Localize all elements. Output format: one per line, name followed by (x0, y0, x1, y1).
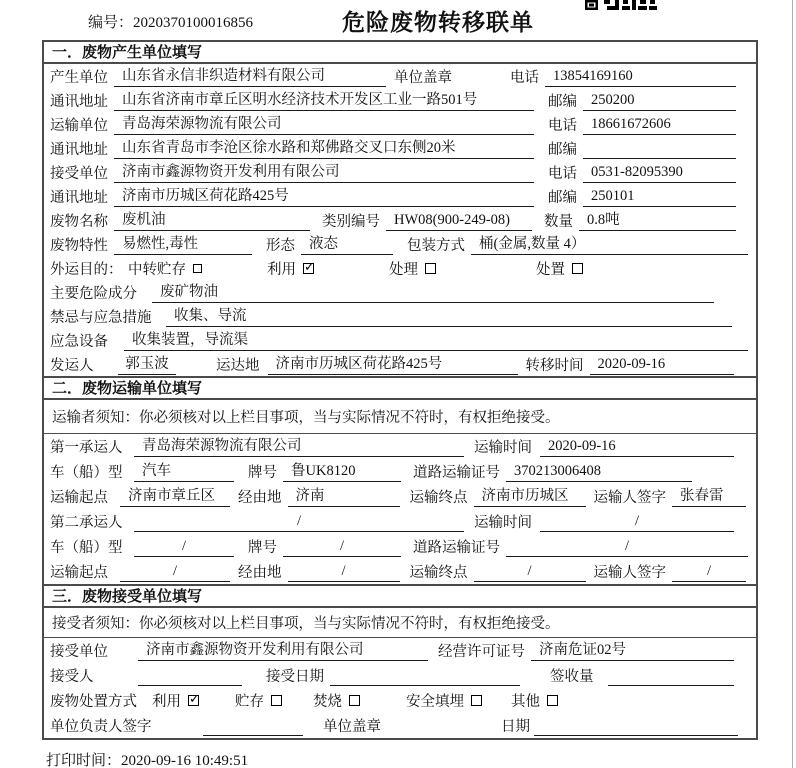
row-disposal-method (44, 688, 756, 713)
row-waste-name (44, 208, 756, 232)
row-vehicle1 (44, 459, 756, 484)
transfer-time-value: 2020-09-16 (590, 354, 735, 375)
category-value: HW08(900-249-08) (386, 210, 532, 231)
route-start-value: / (120, 561, 230, 582)
checkbox-icon (471, 695, 482, 706)
transporter-label: 运输单位 (50, 117, 108, 134)
transport-time-label: 运输时间 (474, 515, 532, 531)
vehicle-type-value: 汽车 (134, 461, 234, 482)
section2-title: 二．废物运输单位填写 (44, 378, 756, 400)
disposal-label: 废物处置方式 (50, 694, 137, 710)
carrier-sign-value: / (672, 561, 746, 582)
form-value: 液态 (301, 234, 393, 255)
route-start-value: 济南市章丘区 (120, 486, 230, 507)
route-via-label: 经由地 (238, 565, 282, 581)
row-receiving-unit (44, 638, 756, 663)
unit-seal-label: 单位盖章 (323, 719, 381, 735)
vehicle-type-label: 车（船）型 (50, 540, 123, 556)
row-hazard (44, 280, 756, 304)
road-permit-label: 道路运输证号 (413, 465, 500, 481)
row-producer-address (44, 88, 756, 112)
receiver-label: 接受单位 (50, 165, 108, 182)
equipment-value: 收集装置，导流渠 (124, 330, 748, 351)
transport-time-value: / (540, 511, 734, 532)
route-end-value: / (474, 561, 586, 582)
date-label: 日期 (501, 719, 530, 735)
accept-date-value (330, 665, 520, 686)
option-label: 其他 (511, 694, 540, 710)
plate-label: 牌号 (248, 540, 277, 556)
seal-label: 单位盖章 (394, 69, 452, 86)
row-receiver (44, 160, 756, 184)
license-value: 济南危证02号 (531, 640, 734, 661)
receiving-unit-label: 接受单位 (50, 644, 108, 660)
row-emergency-equipment (44, 328, 756, 352)
accept-date-label: 接受日期 (266, 669, 324, 685)
doc-number-value: 2020370100016856 (133, 15, 254, 31)
row-waste-property (44, 232, 756, 256)
date-value (534, 715, 738, 736)
destination-label: 运达地 (216, 357, 260, 374)
route-via-value: 济南 (288, 486, 400, 507)
route-end-label: 运输终点 (409, 565, 468, 581)
option-label: 处置 (536, 261, 565, 278)
license-label: 经营许可证号 (438, 644, 525, 660)
option-label: 安全填埋 (406, 694, 464, 710)
receiver-phone-value: 0531-82095390 (583, 162, 736, 183)
disposal-option (313, 690, 360, 711)
row-acceptance (44, 663, 756, 688)
row-transporter (44, 112, 756, 136)
hazard-value: 废矿物油 (152, 282, 714, 303)
section-receiver (42, 584, 758, 740)
row-route2 (44, 559, 756, 584)
emergency-value: 收集、导流 (166, 306, 732, 327)
purpose-option (128, 258, 202, 279)
shipper-label: 发运人 (50, 357, 94, 374)
row-signatures (44, 713, 756, 738)
producer-address-value: 山东省济南市章丘区明水经济技术开发区工业一路501号 (114, 90, 534, 111)
purpose-option (267, 258, 314, 279)
quantity-value: 0.8吨 (579, 210, 736, 231)
equipment-label: 应急设备 (50, 333, 108, 350)
option-label: 处理 (389, 261, 418, 278)
route-start-label: 运输起点 (50, 565, 108, 581)
waste-name-label: 废物名称 (50, 213, 108, 230)
zip-label: 邮编 (548, 141, 577, 158)
purpose-option (389, 258, 436, 279)
transport-time-value: 2020-09-16 (540, 436, 734, 457)
manifest-form (42, 40, 758, 740)
disposal-option (406, 690, 482, 711)
road-permit-value: 370213006408 (506, 461, 692, 482)
print-time (46, 749, 796, 768)
row-transporter-address (44, 136, 756, 160)
receiver-notice: 接受者须知：你必须核对以上栏目事项，当与实际情况不符时，有权拒绝接受。 (44, 608, 756, 638)
carrier-sign-label: 运输人签字 (593, 565, 666, 581)
phone-label: 电话 (510, 69, 539, 86)
checkbox-icon (425, 263, 436, 274)
checkbox-icon (349, 695, 360, 706)
receiver-address-value: 济南市历城区荷花路425号 (114, 186, 534, 207)
quantity-label: 数量 (544, 213, 573, 230)
row-vehicle2 (44, 534, 756, 559)
address-label: 通讯地址 (50, 93, 108, 110)
route-end-value: 济南市历城区 (474, 486, 586, 507)
row-emergency-measures (44, 304, 756, 328)
section1-title: 一．废物产生单位填写 (44, 42, 756, 64)
carrier1-label: 第一承运人 (50, 440, 123, 456)
doc-number-label: 编号： (88, 15, 134, 31)
receiver-zip-value: 250101 (583, 186, 736, 207)
carrier-sign-value: 张春雷 (672, 486, 746, 507)
row-carrier1 (44, 434, 756, 459)
page-title: 危险废物转移联单 (342, 9, 534, 35)
property-label: 废物特性 (50, 237, 108, 254)
destination-value: 济南市历城区荷花路425号 (268, 354, 518, 375)
packing-label: 包装方式 (407, 237, 465, 254)
carrier1-name: 青岛海荣源物流有限公司 (134, 436, 464, 457)
checkbox-icon (572, 263, 583, 274)
transporter-value: 青岛海荣源物流有限公司 (114, 114, 534, 135)
row-receiver-address (44, 184, 756, 208)
vehicle-type-label: 车（船）型 (50, 465, 123, 481)
responsible-sign-value (203, 715, 303, 736)
option-label: 焚烧 (313, 694, 342, 710)
print-time-value: 2020-09-16 10:49:51 (121, 753, 249, 768)
route-via-value: / (288, 561, 400, 582)
row-purpose (44, 256, 756, 280)
receiver-value: 济南市鑫源物资开发利用有限公司 (114, 162, 534, 183)
document-header (0, 0, 796, 40)
hazard-label: 主要危险成分 (50, 285, 137, 302)
received-qty-label: 签收量 (550, 669, 594, 685)
address-label: 通讯地址 (50, 189, 108, 206)
category-label: 类别编号 (322, 213, 380, 230)
option-label: 利用 (152, 694, 181, 710)
road-permit-value: / (506, 536, 748, 557)
disposal-option (235, 690, 282, 711)
checkbox-icon (547, 695, 558, 706)
route-via-label: 经由地 (238, 490, 282, 506)
purpose-option (536, 258, 583, 279)
option-label: 贮存 (235, 694, 264, 710)
plate-value: 鲁UK8120 (283, 461, 401, 482)
zip-label: 邮编 (548, 93, 577, 110)
carrier2-label: 第二承运人 (50, 515, 123, 531)
transporter-address-value: 山东省青岛市李沧区徐水路和郑佛路交叉口东侧20米 (114, 138, 534, 159)
checkbox-icon (303, 263, 314, 274)
producer-phone-value: 13854169160 (545, 66, 736, 87)
transport-time-label: 运输时间 (474, 440, 532, 456)
disposal-option (511, 690, 558, 711)
phone-label: 电话 (548, 117, 577, 134)
checkbox-icon (193, 264, 202, 273)
road-permit-label: 道路运输证号 (413, 540, 500, 556)
transporter-phone-value: 18661672606 (583, 114, 736, 135)
transfer-time-label: 转移时间 (525, 357, 584, 374)
checkbox-icon (188, 695, 199, 706)
vehicle-type-value: / (134, 536, 234, 557)
transporter-zip-value (583, 138, 736, 159)
row-producer (44, 64, 756, 88)
qr-code-fragment (585, 0, 657, 11)
carrier2-name: / (134, 511, 464, 532)
form-label: 形态 (266, 237, 295, 254)
producer-zip-value: 250200 (583, 90, 736, 111)
plate-value: / (283, 536, 401, 557)
responsible-sign-label: 单位负责人签字 (50, 719, 152, 735)
print-time-label: 打印时间： (46, 753, 122, 768)
zip-label: 邮编 (548, 189, 577, 206)
plate-label: 牌号 (248, 465, 277, 481)
shipper-value: 郭玉波 (118, 354, 176, 375)
waste-name-value: 废机油 (114, 210, 310, 231)
route-end-label: 运输终点 (409, 490, 468, 506)
row-route1 (44, 484, 756, 509)
emergency-label: 禁忌与应急措施 (50, 309, 152, 326)
carrier-sign-label: 运输人签字 (593, 490, 666, 506)
producer-value: 山东省永信非织造材料有限公司 (114, 66, 386, 87)
route-start-label: 运输起点 (50, 490, 108, 506)
section-producer (42, 40, 758, 378)
property-value: 易燃性,毒性 (114, 234, 252, 255)
row-dispatch (44, 352, 756, 376)
purpose-label: 外运目的： (50, 261, 123, 278)
received-qty-value (608, 665, 735, 686)
section3-title: 三．废物接受单位填写 (44, 586, 756, 608)
phone-label: 电话 (548, 165, 577, 182)
accept-person-value (138, 665, 242, 686)
option-label: 利用 (267, 261, 296, 278)
page-edge-line (792, 0, 793, 768)
disposal-option (152, 690, 199, 711)
checkbox-icon (271, 695, 282, 706)
accept-person-label: 接受人 (50, 669, 94, 685)
option-label: 中转贮存 (128, 261, 186, 278)
producer-label: 产生单位 (50, 69, 108, 86)
packing-value: 桶(金属,数量 4） (471, 234, 748, 255)
section-transporter (42, 376, 758, 586)
address-label: 通讯地址 (50, 141, 108, 158)
transporter-notice: 运输者须知：你必须核对以上栏目事项，当与实际情况不符时，有权拒绝接受。 (44, 400, 756, 434)
row-carrier2 (44, 509, 756, 534)
receiving-unit-value: 济南市鑫源物资开发利用有限公司 (138, 640, 428, 661)
